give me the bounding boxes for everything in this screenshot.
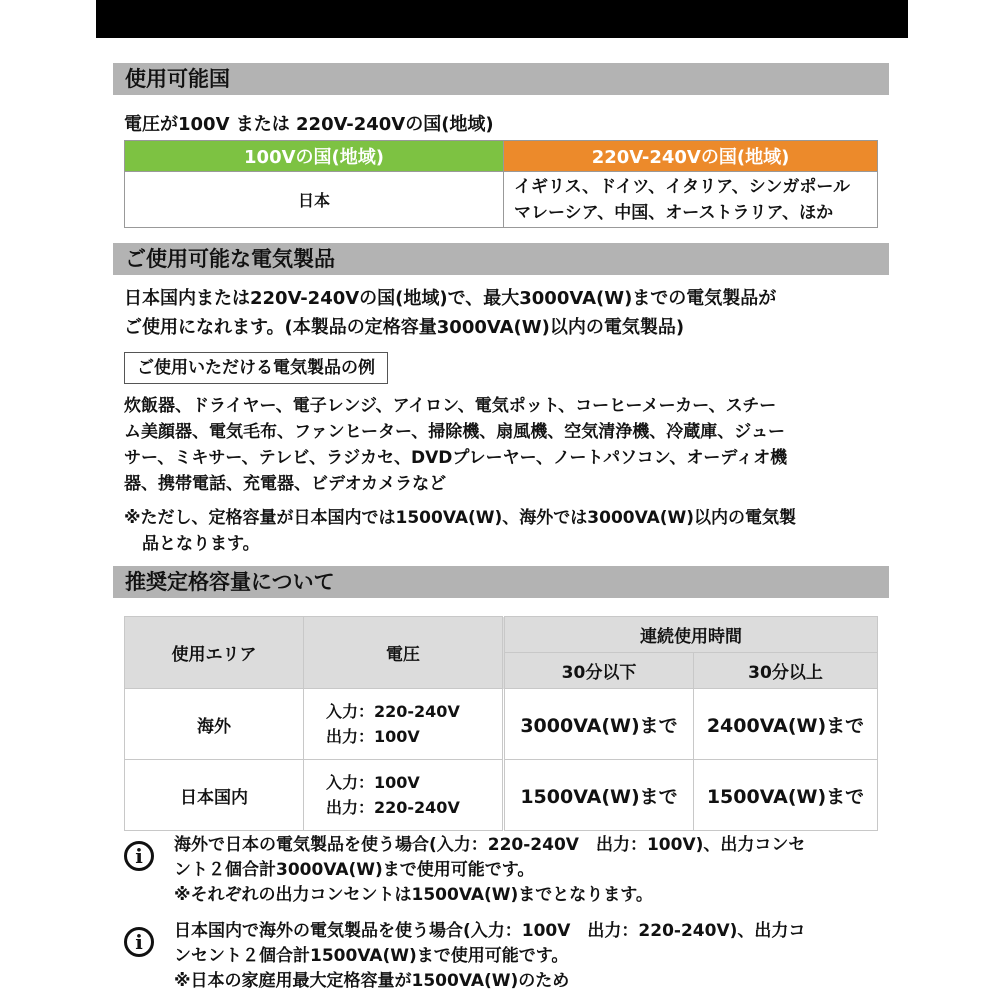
note-domestic (174, 919, 805, 994)
country-table (124, 140, 878, 228)
countries-220v-line1: イギリス、ドイツ、イタリア、シンガポール (514, 176, 851, 197)
note-line1: 日本国内で海外の電気製品を使う場合(入力：100V 出力：220-240V)、出力コ (174, 921, 806, 941)
section-title-countries: 使用可能国 (113, 63, 889, 95)
examples-line3: サー、ミキサー、テレビ、ラジカセ、DVDプレーヤー、ノートパソコン、オーディオ機 (124, 448, 788, 468)
col-voltage: 電圧 (304, 617, 504, 689)
header-100v: 100Vの国(地域) (125, 141, 504, 172)
lead-line2: ご使用になれます。(本製品の定格容量3000VA(W)以内の電気製品) (124, 317, 685, 338)
country-100v: 日本 (125, 172, 504, 228)
row-voltage (304, 689, 504, 760)
note-line3: ※それぞれの出力コンセントは1500VA(W)までとなります。 (174, 885, 653, 905)
examples-line4: 器、携帯電話、充電器、ビデオカメラなど (124, 474, 447, 494)
examples-line1: 炊飯器、ドライヤー、電子レンジ、アイロン、電気ポット、コーヒーメーカー、スチー (124, 396, 777, 416)
example-label: ご使用いただける電気製品の例 (124, 352, 388, 384)
appliances-lead (124, 284, 776, 342)
row-voltage (304, 760, 504, 831)
section-title-appliances: ご使用可能な電気製品 (113, 243, 889, 275)
rating-note (124, 505, 796, 557)
row-output: 出力：220-240V (326, 798, 460, 817)
appliance-examples (124, 393, 787, 497)
row-input: 入力：220-240V (326, 702, 460, 721)
info-icon: i (124, 927, 154, 957)
row-over30: 2400VA(W)まで (694, 689, 878, 760)
lead-line1: 日本国内または220V-240Vの国(地域)で、最大3000VA(W)までの電気製品が (124, 288, 777, 309)
row-output: 出力：100V (326, 727, 420, 746)
note-line2: ント２個合計3000VA(W)まで使用可能です。 (174, 860, 535, 880)
note-overseas (174, 833, 805, 908)
voltage-subtitle: 電圧が100V または 220V-240Vの国(地域) (124, 114, 494, 135)
section-title-capacity: 推奨定格容量について (113, 566, 889, 598)
rating-note-line2: 品となります。 (142, 534, 260, 554)
table-row (125, 689, 878, 760)
note-line1: 海外で日本の電気製品を使う場合(入力：220-240V 出力：100V)、出力コンセ (174, 835, 806, 855)
row-over30: 1500VA(W)まで (694, 760, 878, 831)
countries-220v-line2: マレーシア、中国、オーストラリア、ほか (514, 202, 834, 223)
col-continuous: 連続使用時間 (504, 617, 878, 653)
header-220v: 220V-240Vの国(地域) (504, 141, 878, 172)
top-black-bar (96, 0, 908, 38)
row-under30: 1500VA(W)まで (504, 760, 694, 831)
note-line2: ンセント２個合計1500VA(W)まで使用可能です。 (174, 946, 569, 966)
col-area: 使用エリア (125, 617, 304, 689)
rating-note-line1: ※ただし、定格容量が日本国内では1500VA(W)、海外では3000VA(W)以内の電気製 (124, 508, 797, 528)
info-icon: i (124, 841, 154, 871)
row-area: 日本国内 (125, 760, 304, 831)
row-under30: 3000VA(W)まで (504, 689, 694, 760)
col-over30: 30分以上 (694, 653, 878, 689)
table-row (125, 760, 878, 831)
note-line3: ※日本の家庭用最大定格容量が1500VA(W)のため (174, 971, 570, 991)
countries-220v (504, 172, 878, 228)
examples-line2: ム美顔器、電気毛布、ファンヒーター、掃除機、扇風機、空気清浄機、冷蔵庫、ジュー (124, 422, 785, 442)
row-input: 入力：100V (326, 773, 420, 792)
col-under30: 30分以下 (504, 653, 694, 689)
capacity-table (124, 616, 878, 831)
row-area: 海外 (125, 689, 304, 760)
